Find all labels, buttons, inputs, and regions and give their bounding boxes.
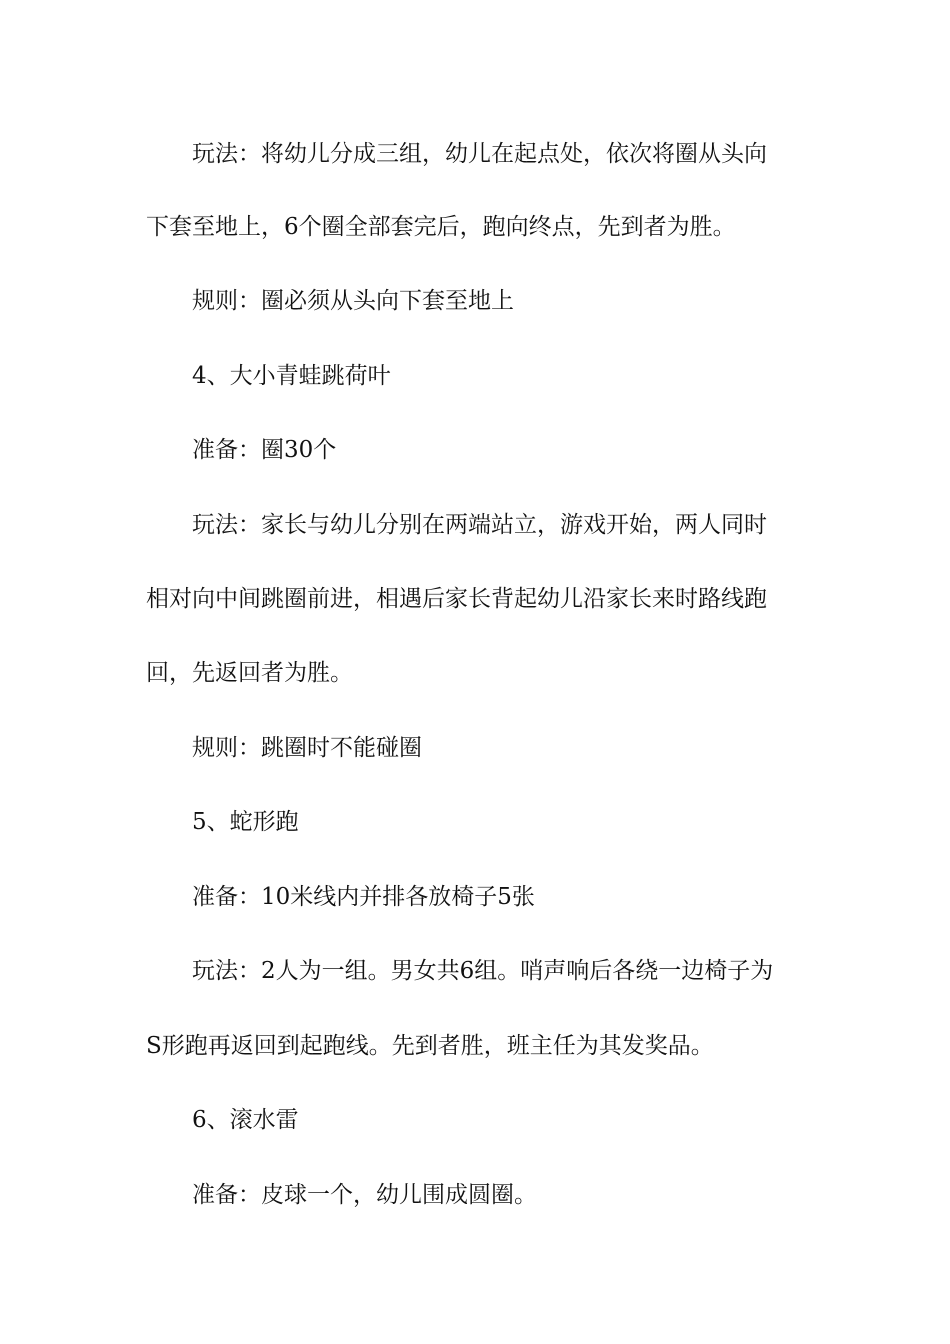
game4-play-paragraph-line3: 回，先返回者为胜。 bbox=[146, 660, 353, 686]
game4-play-paragraph-line2: 相对向中间跳圈前进，相遇后家长背起幼儿沿家长来时路线跑 bbox=[146, 586, 767, 612]
section-heading-6: 6、滚水雷 bbox=[192, 1107, 299, 1133]
section-heading-4: 4、大小青蛙跳荷叶 bbox=[192, 363, 391, 389]
game6-prep-paragraph: 准备：皮球一个，幼儿围成圆圈。 bbox=[192, 1182, 537, 1208]
section-heading-5: 5、蛇形跑 bbox=[192, 809, 299, 835]
game5-prep-paragraph: 准备：10米线内并排各放椅子5张 bbox=[192, 884, 535, 910]
game4-prep-paragraph: 准备：圈30个 bbox=[192, 437, 337, 463]
game4-rule-paragraph: 规则：跳圈时不能碰圈 bbox=[192, 735, 422, 761]
game3-rule-paragraph: 规则：圈必须从头向下套至地上 bbox=[192, 288, 514, 314]
game5-play-paragraph-line2: S形跑再返回到起跑线。先到者胜，班主任为其发奖品。 bbox=[146, 1033, 714, 1059]
game3-play-paragraph-line2: 下套至地上，6个圈全部套完后，跑向终点，先到者为胜。 bbox=[146, 214, 736, 240]
game5-play-paragraph-line1: 玩法：2人为一组。男女共6组。哨声响后各绕一边椅子为 bbox=[192, 958, 774, 984]
game4-play-paragraph-line1: 玩法：家长与幼儿分别在两端站立，游戏开始，两人同时 bbox=[192, 512, 767, 538]
game3-play-paragraph-line1: 玩法：将幼儿分成三组，幼儿在起点处，依次将圈从头向 bbox=[192, 141, 767, 167]
